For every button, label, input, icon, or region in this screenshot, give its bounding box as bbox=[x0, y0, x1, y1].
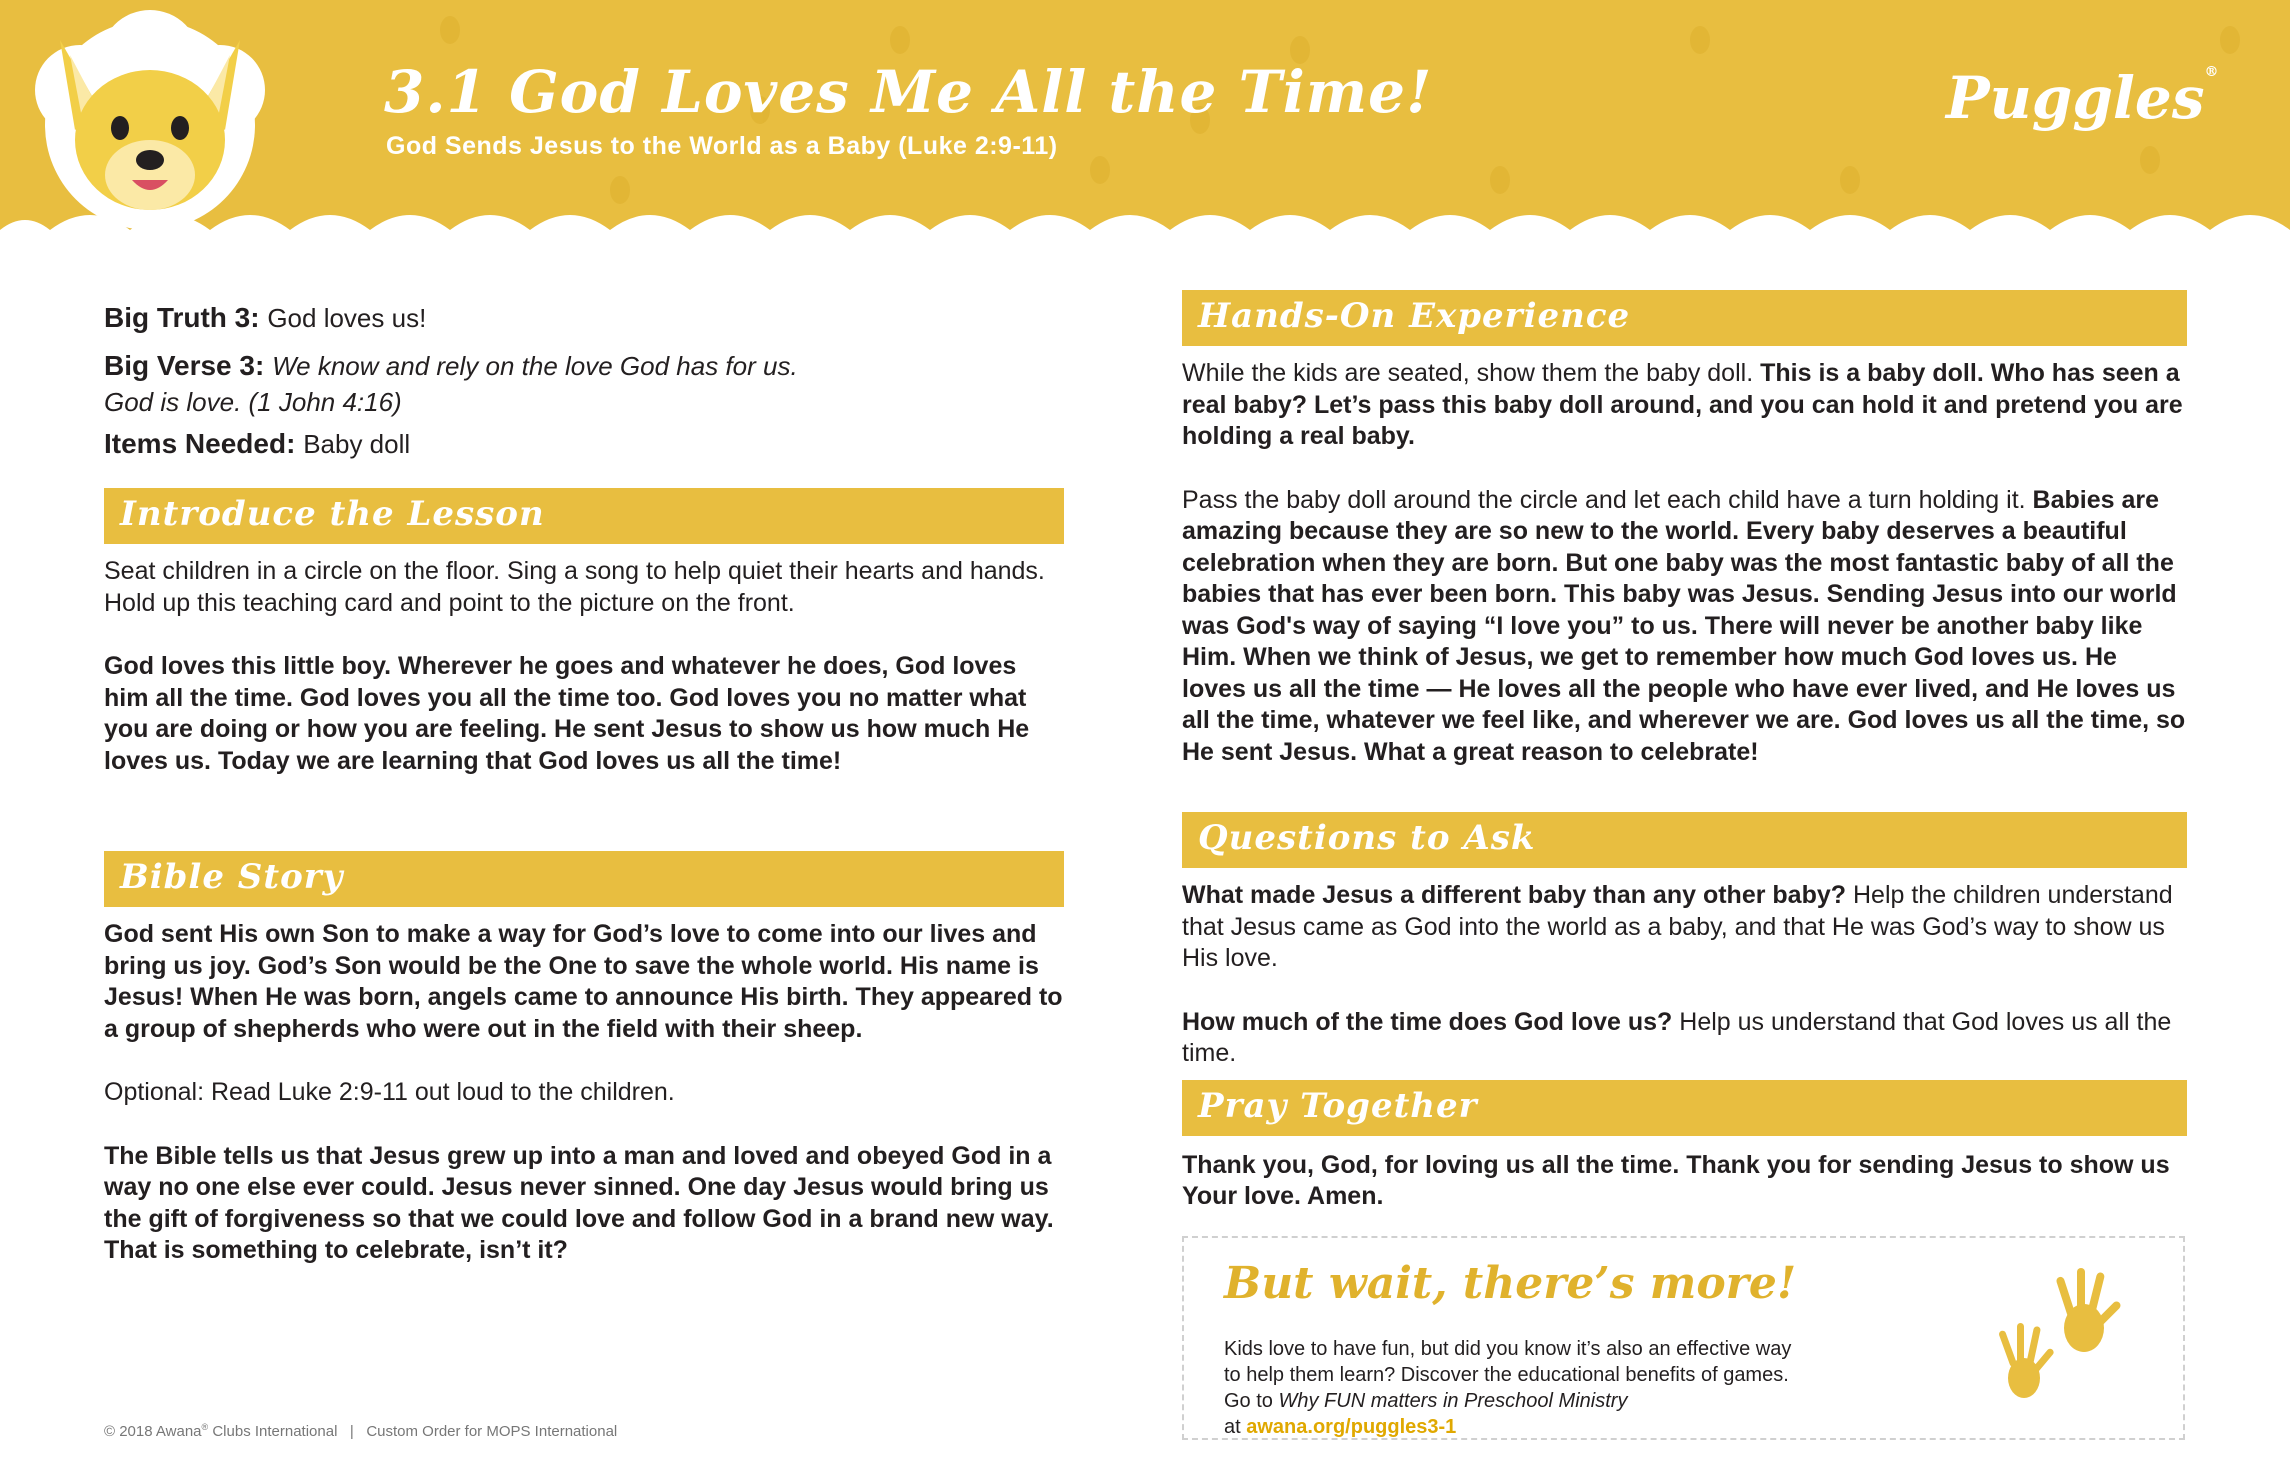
items-needed-label: Items Needed: bbox=[104, 428, 296, 459]
hands-on-p2-plain: Pass the baby doll around the circle and let each child have a turn holding it. bbox=[1182, 485, 2026, 514]
hands-on-p1-plain: While the kids are seated, show them the baby doll. bbox=[1182, 359, 1754, 387]
hands-on-paragraph-1 bbox=[1182, 358, 2187, 453]
page-title: 3.1 God Loves Me All the Time! bbox=[384, 58, 1433, 126]
introduce-paragraph-1: Seat children in a circle on the floor. Sing a song to help quiet their hearts and hands. Hold up this teaching card and point to the picture on the front. bbox=[104, 557, 1045, 617]
big-truth bbox=[104, 300, 1064, 336]
bible-story-paragraph-3: The Bible tells us that Jesus grew up into a man and loved and obeyed God in a way no one else ever could. Jesus never sinned. One day Jesus would bring us the gift of forgiveness so that we could love and follow God in a brand new way. That is something to celebrate, isn’t it? bbox=[104, 1141, 1054, 1264]
bible-story-paragraph-2: Optional: Read Luke 2:9-11 out loud to the children. bbox=[104, 1078, 675, 1106]
pray-together-heading bbox=[1182, 1080, 2187, 1136]
question-1 bbox=[1182, 880, 2187, 975]
questions-heading bbox=[1182, 812, 2187, 868]
question-1-plain: Help the children understand that Jesus came as God into the world as a baby, and that He was God’s way to show us His love. bbox=[1182, 881, 2173, 972]
question-1-bold: What made Jesus a different baby than any other baby? bbox=[1182, 881, 1847, 909]
introduce-paragraph-2: God loves this little boy. Wherever he goes and whatever he does, God loves him all the time. God loves you all the time too. God loves you no matter what you are doing or how you are feeling. He sent Jesus to show us how much He loves us. Today we are learning that God loves us all the time! bbox=[104, 652, 1030, 775]
big-verse-label: Big Verse 3: bbox=[104, 350, 265, 381]
hands-on-heading bbox=[1182, 290, 2187, 346]
more-line-4-prefix: at bbox=[1224, 1416, 1241, 1438]
question-2 bbox=[1182, 1007, 2187, 1070]
big-verse bbox=[104, 348, 1064, 420]
more-line-4 bbox=[1224, 1414, 1924, 1440]
introduce-lesson-heading bbox=[104, 488, 1064, 544]
page-subtitle: God Sends Jesus to the World as a Baby (Luke 2:9-11) bbox=[386, 132, 1058, 160]
header-banner bbox=[0, 0, 2290, 260]
question-2-plain: Help us understand that God loves us all the time. bbox=[1182, 1007, 2172, 1067]
handprints-icon bbox=[1984, 1268, 2144, 1418]
items-needed-value: Baby doll bbox=[303, 429, 411, 459]
hands-on-paragraph-2 bbox=[1182, 485, 2187, 769]
puggles-logo bbox=[1946, 64, 2218, 132]
brand-mark: ® bbox=[2204, 64, 2219, 80]
bible-story-heading bbox=[104, 851, 1064, 907]
more-line-1: Kids love to have fun, but did you know it’s also an effective way bbox=[1224, 1338, 1792, 1360]
more-line-3-prefix: Go to bbox=[1224, 1390, 1273, 1412]
bible-story-heading-text: Bible Story bbox=[120, 857, 344, 897]
hands-on-p1-bold: This is a baby doll. Who has seen a real baby? Let’s pass this baby doll around, and you can hold it and pretend you are holding a real baby. bbox=[1182, 359, 2183, 450]
question-2-bold: How much of the time does God love us? bbox=[1182, 1007, 1673, 1036]
more-title: But wait, there’s more! bbox=[1224, 1258, 1797, 1309]
bible-story-paragraph-1: God sent His own Son to make a way for God’s love to come into our lives and bring us joy. God’s Son would be the One to save the whole world. His name is Jesus! When He was born, angels came to announce His birth. They appeared to a group of shepherds who were out in the field with their sheep. bbox=[104, 920, 1063, 1043]
footer-copyright-mark: ® bbox=[201, 1422, 209, 1432]
awana-link[interactable]: awana.org/puggles3-1 bbox=[1246, 1416, 1457, 1438]
big-truth-label: Big Truth 3: bbox=[104, 302, 260, 333]
more-resource-title: Why FUN matters in Preschool Ministry bbox=[1278, 1390, 1628, 1412]
pray-together-text: Thank you, God, for loving us all the time. Thank you for sending Jesus to show us Your love. Amen. bbox=[1182, 1150, 2170, 1210]
more-info-box bbox=[1182, 1236, 2185, 1440]
more-line-2: to help them learn? Discover the educational benefits of games. bbox=[1224, 1364, 1789, 1386]
footer-copyright-post: Clubs International | Custom Order for MOPS International bbox=[208, 1423, 618, 1440]
more-line-3 bbox=[1224, 1388, 1924, 1414]
left-column bbox=[104, 300, 1064, 1267]
big-verse-line2: God is love. (1 John 4:16) bbox=[104, 387, 402, 417]
puggles-mascot-icon bbox=[0, 0, 300, 230]
big-verse-line1: We know and rely on the love God has for us. bbox=[272, 351, 798, 381]
footer-copyright bbox=[104, 1422, 617, 1440]
pray-together-heading-text: Pray Together bbox=[1198, 1085, 1478, 1126]
items-needed bbox=[104, 426, 1064, 462]
introduce-lesson-heading-text: Introduce the Lesson bbox=[120, 494, 545, 534]
right-column bbox=[1182, 290, 2187, 1213]
more-text bbox=[1224, 1336, 1924, 1440]
footer-copyright-pre: © 2018 Awana bbox=[104, 1423, 202, 1440]
hands-on-heading-text: Hands-On Experience bbox=[1198, 296, 1631, 336]
big-truth-value: God loves us! bbox=[267, 303, 427, 333]
brand-name: Puggles bbox=[1946, 64, 2205, 132]
questions-heading-text: Questions to Ask bbox=[1198, 818, 1536, 858]
hands-on-p2-bold: Babies are amazing because they are so new to the world. Every baby deserves a beautiful celebration when they are born. But one baby was the most fantastic baby of all the babies that has ever been born. This baby was Jesus. Sending Jesus into our world was God's way of saying “I love you” to us. There will never be another baby like Him. When we think of Jesus, we get to remember how much God loves us. He loves us all the time — He loves all the people who have ever lived, and He loves us all the time, whatever we feel like, and wherever we are. God loves us all the time, so He sent Jesus. What a great reason to celebrate! bbox=[1182, 485, 2186, 766]
